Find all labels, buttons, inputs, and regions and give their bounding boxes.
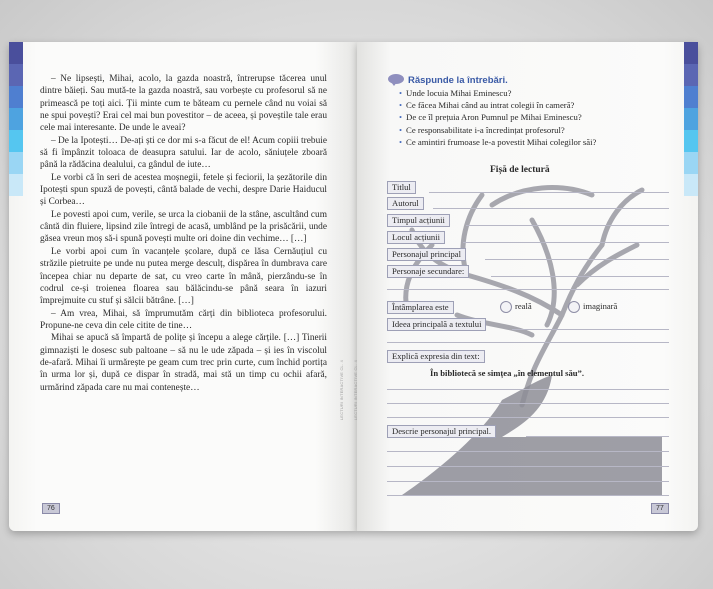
questions-title: Răspunde la întrebări. <box>408 75 508 86</box>
answer-line[interactable] <box>463 242 669 243</box>
story-text <box>40 73 327 394</box>
answer-line[interactable] <box>387 495 669 496</box>
color-tab <box>684 152 698 174</box>
color-tab <box>684 42 698 64</box>
field-explain: Explică expresia din text: <box>387 350 485 363</box>
field-main-idea: Ideea principală a textului <box>387 318 486 331</box>
answer-line[interactable] <box>387 389 669 390</box>
question <box>399 136 596 148</box>
answer-line[interactable] <box>466 225 669 226</box>
paragraph: Mihai se apucă să împartă de polițe și începu a alege cărțile. […] Tinerii gimnaziști le dosesc sub paltoane – să nu le ude zăpada – și ies în viscolul de-afară. Mihai îi urmărește pe geam cum trec prin curte, cum închid portița în urma lor și, după ce dispar în stradă, mai stă un timp cu ochii afară, urmărind zăpada care nu mai contenește… <box>40 333 327 393</box>
paragraph: Le vorbi apoi cum în vacanțele școlare, după ce lăsa Cernăuțiul cu străzile pietruite pe unde nu putea merge desculț, dispărea în dumbrava care începea chiar nu departe de sat, cu vreo carte în mână, pierzându-se în codrul ce-și troienea floarea sau bălăcindu-se până seara în iazuri împrejmuite cu stuf și sălcii bătrâne. […] <box>40 246 327 307</box>
paragraph: Le vorbi că în seri de acestea moșnegii, fetele și feciorii, la șezătorile din Ipotești spun spuză de povești, cântă balade de vechi, despre Darie Haiducul și Corbea… <box>40 172 327 208</box>
field-main-character: Personajul principal <box>387 248 466 261</box>
answer-line[interactable] <box>526 436 669 437</box>
answer-line[interactable] <box>387 403 669 404</box>
answer-line[interactable] <box>485 259 669 260</box>
field-place: Locul acțiunii <box>387 231 445 244</box>
question-text: De ce îl prețuia Aron Pumnul pe Mihai Eminescu? <box>406 112 582 123</box>
answer-line[interactable] <box>387 451 669 452</box>
answer-line[interactable] <box>512 329 669 330</box>
field-time: Timpul acțiunii <box>387 214 450 227</box>
paragraph: – De la Ipotești… De-ați ști ce dor mi s-a făcut de el! Acum copiii trebuie să fi împânzit toloaca de deasupra satului. Iar de acolo, săniuțele zboară până la rădăcina dealului, ca gândul de iute… <box>40 135 327 171</box>
color-tab <box>684 108 698 130</box>
answer-line[interactable] <box>429 192 669 193</box>
answer-line[interactable] <box>387 417 669 418</box>
field-event: Întâmplarea este <box>387 301 454 314</box>
reading-sheet-title: Fișă de lectură <box>490 165 550 175</box>
answer-line[interactable] <box>491 276 669 277</box>
question <box>399 99 596 111</box>
question-text: Unde locuia Mihai Eminescu? <box>406 88 512 98</box>
paragraph: – Am vrea, Mihai, să împrumutăm cărți din biblioteca profesorului. Propune-ne ceva din cele citite de tine… <box>40 308 327 331</box>
answer-line[interactable] <box>387 342 669 343</box>
color-tab <box>9 174 23 196</box>
color-tab <box>9 108 23 130</box>
speech-bubble-icon <box>388 74 404 84</box>
field-describe: Descrie personajul principal. <box>387 425 496 438</box>
spine-label: LECTURI INTERACTIVE CL. 4 <box>340 359 344 420</box>
radio-real[interactable] <box>500 301 512 313</box>
expression-quote: În bibliotecă se simțea „în elementul său”. <box>430 368 584 378</box>
question-text: Ce făcea Mihai când au intrat colegii în cameră? <box>406 100 575 111</box>
answer-line[interactable] <box>387 466 669 467</box>
questions-list <box>399 87 596 148</box>
color-tab <box>9 42 23 64</box>
answer-line[interactable] <box>387 481 669 482</box>
answer-line[interactable] <box>433 208 669 209</box>
question-text: Ce amintiri frumoase le-a povestit Mihai colegilor săi? <box>406 136 597 147</box>
paragraph: – Ne lipsești, Mihai, acolo, la gazda noastră, întrerupse tăcerea unul dintre băieți. Sau mută-te la gazda noastră, sau vorbește cu profesorul să ne primească pe toți aici. Ții minte cum te băteam cu pernele când nu voiai să ne spui povești? Erai cel mai bun povestitor – de aceea, și poveștile tale erau cele mai interesante. De unde le aveai? <box>40 74 327 134</box>
color-tab <box>9 130 23 152</box>
question <box>399 87 596 99</box>
field-author: Autorul <box>387 197 424 210</box>
field-secondary-characters: Personaje secundare: <box>387 265 469 278</box>
color-tab <box>684 64 698 86</box>
radio-real-label: reală <box>515 301 532 311</box>
field-title: Titlul <box>387 181 416 194</box>
question <box>399 124 596 136</box>
question <box>399 111 596 123</box>
page-number-left: 76 <box>42 503 60 514</box>
color-tab <box>684 130 698 152</box>
paragraph: Le povesti apoi cum, verile, se urca la ciobanii de la stâne, ascultând cum cântă din fluiere, lipsind zile întregi de acasă, umblând pe la prisăcării, unde găsea vreun moș să-i spună povești multe ori doine din vechime… […] <box>40 209 327 245</box>
page-number-right: 77 <box>651 503 669 514</box>
spine-label: LECTURI INTERACTIVE CL. 4 <box>354 359 358 420</box>
color-tab <box>9 86 23 108</box>
answer-line[interactable] <box>387 289 669 290</box>
color-tab <box>9 64 23 86</box>
radio-imaginary-label: imaginară <box>583 301 618 311</box>
color-tab <box>9 152 23 174</box>
question-text: Ce responsabilitate i-a încredințat profesorul? <box>406 124 565 135</box>
radio-imaginary[interactable] <box>568 301 580 313</box>
color-tab <box>684 174 698 196</box>
color-tab <box>684 86 698 108</box>
